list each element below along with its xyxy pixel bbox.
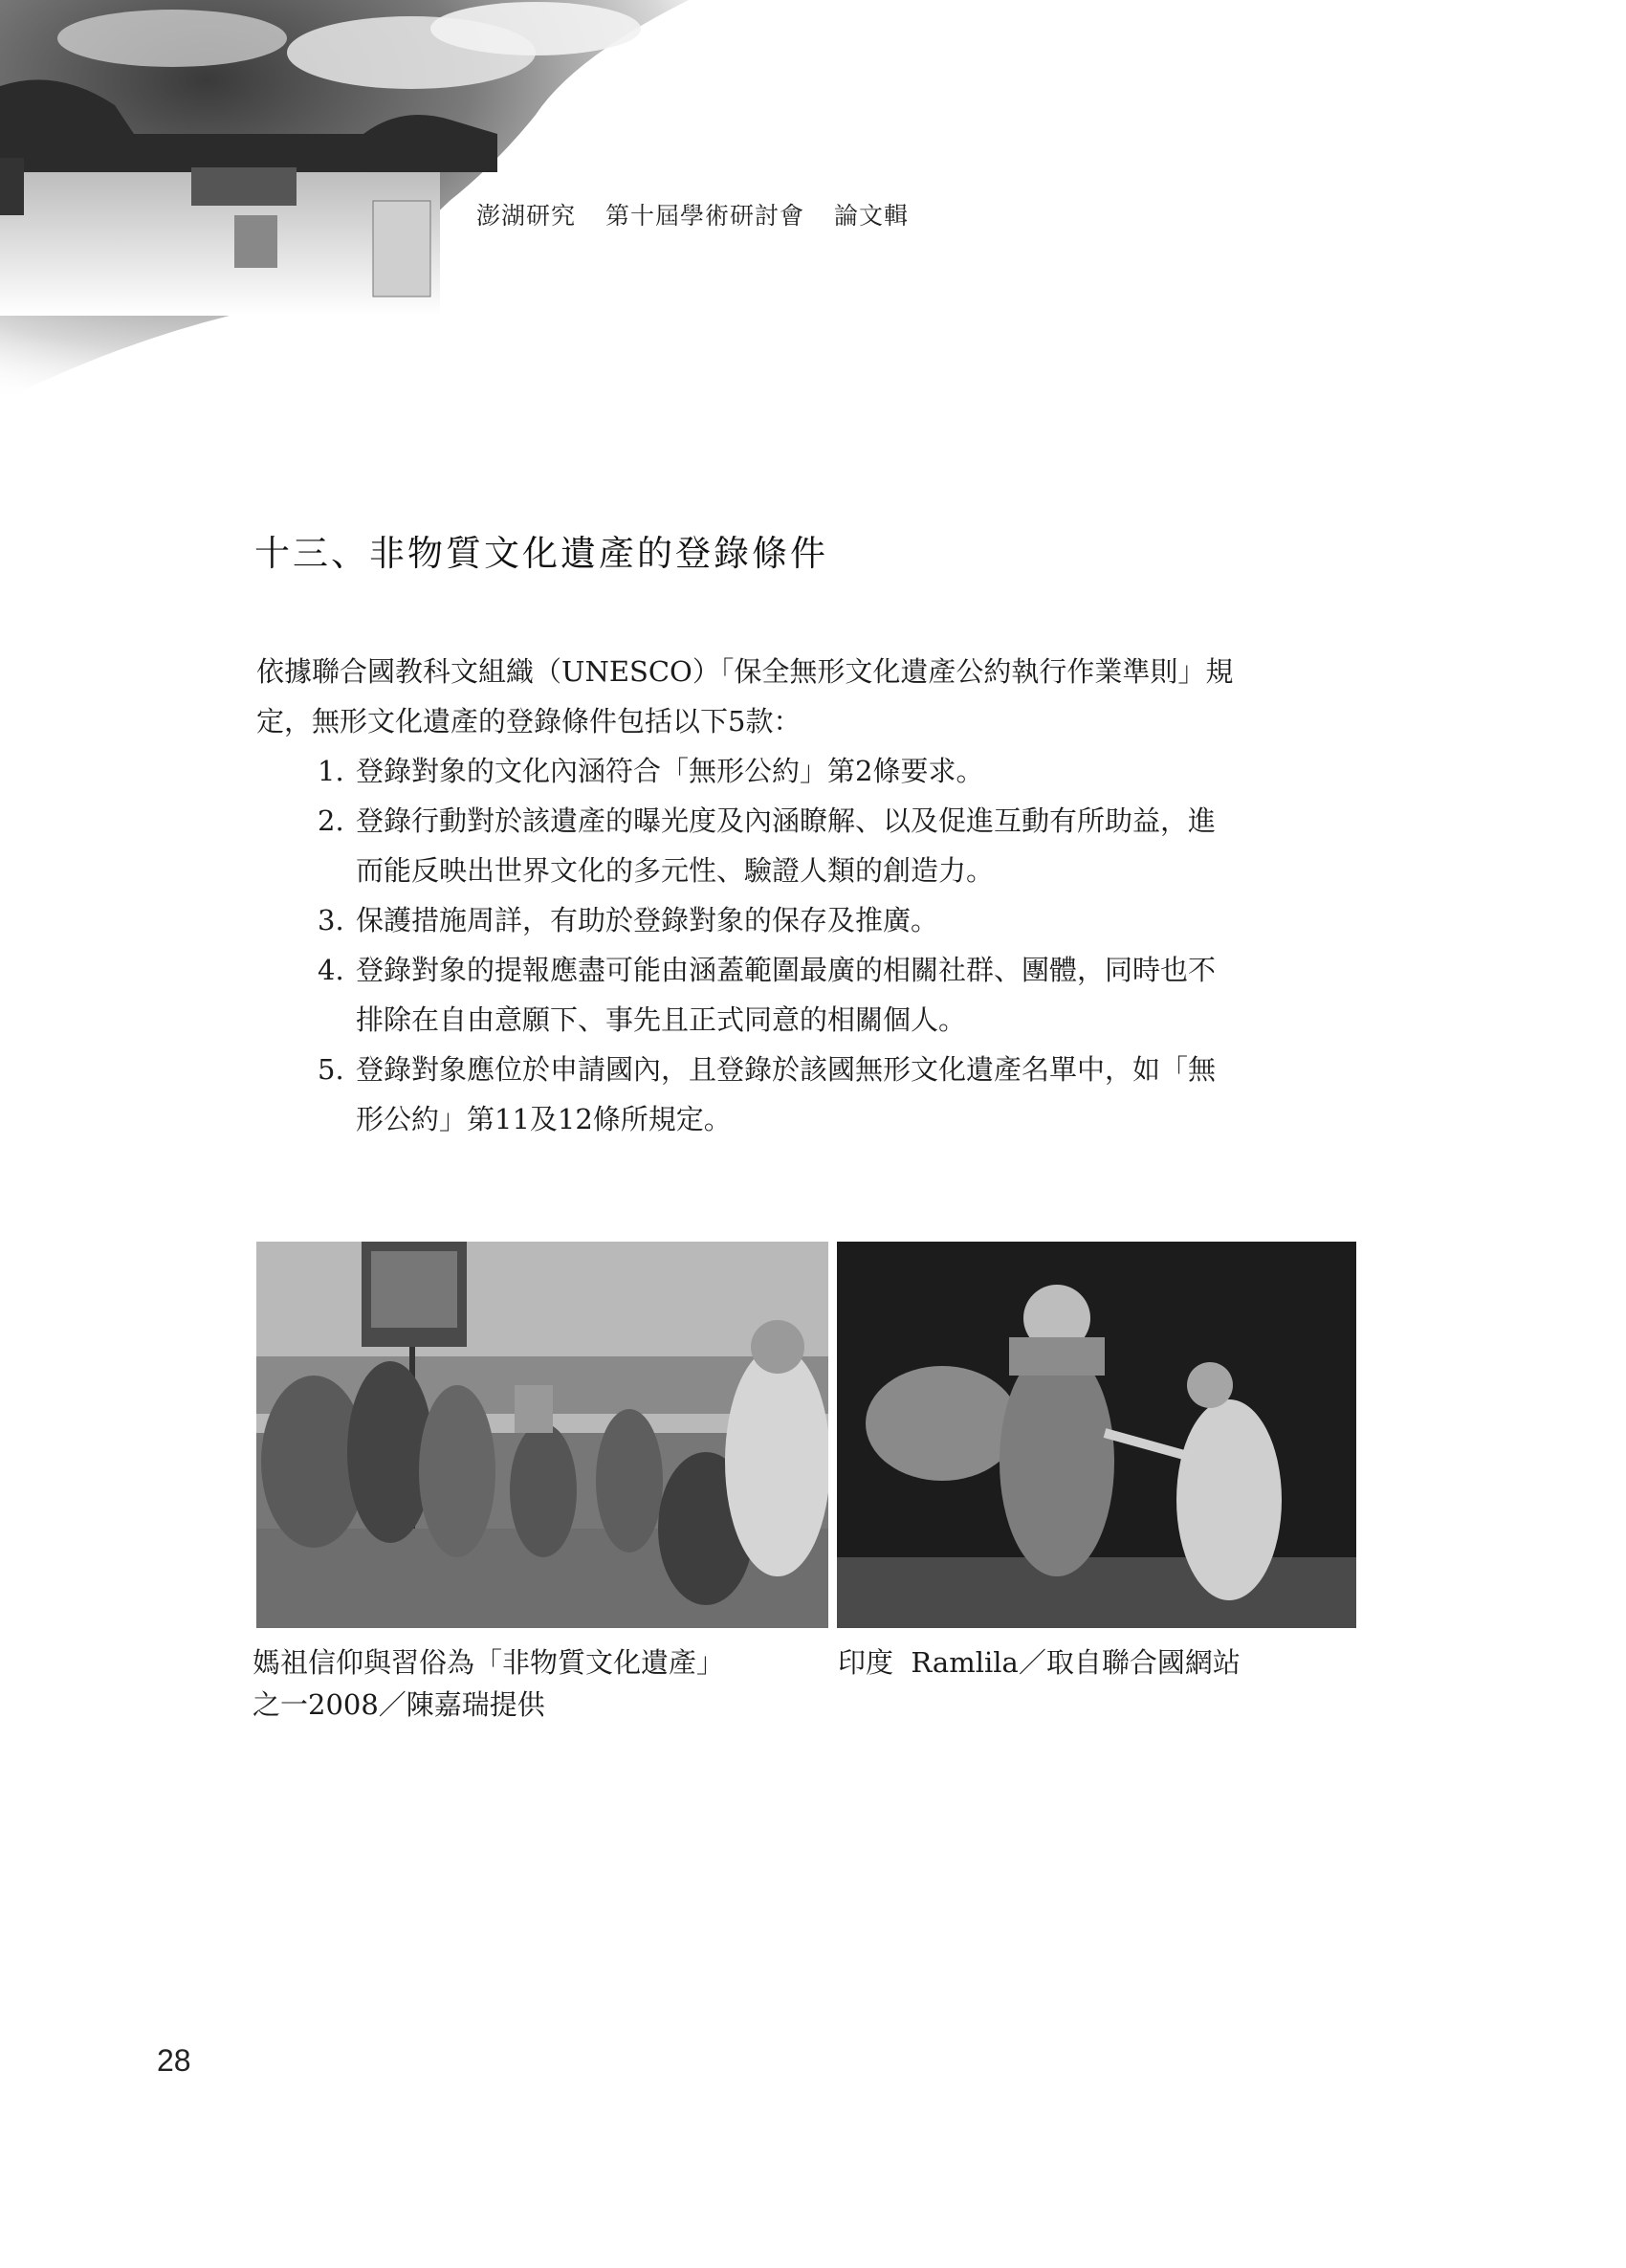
- ramlila-photo: [837, 1242, 1356, 1628]
- list-item-text: 登錄行動對於該遺產的曝光度及內涵瞭解、以及促進互動有所助益，進: [356, 804, 1217, 837]
- photo-illustration: [837, 1242, 1356, 1628]
- list-item: [256, 895, 1356, 945]
- list-number: 3.: [318, 904, 344, 936]
- list-number: 2.: [318, 804, 344, 837]
- list-number: 1.: [318, 755, 344, 787]
- list-item-text: 登錄對象的提報應盡可能由涵蓋範圍最廣的相關社群、團體，同時也不: [356, 954, 1217, 986]
- list-item: [256, 945, 1356, 1045]
- door-shape: [373, 201, 430, 297]
- list-number: 4.: [318, 954, 344, 986]
- right-photo-caption: [838, 1641, 1354, 1684]
- list-item-text: 而能反映出世界文化的多元性、驗證人類的創造力。: [356, 854, 995, 887]
- body-text: [256, 647, 1356, 1144]
- intro-line: 定，無形文化遺產的登錄條件包括以下5款：: [256, 705, 802, 738]
- cloud-shape: [430, 2, 641, 55]
- list-item-text: 登錄對象的文化內涵符合「無形公約」第2條要求。: [356, 755, 984, 787]
- gate-shape: [0, 158, 24, 215]
- left-photo-caption: [253, 1641, 826, 1726]
- list-item-text: 登錄對象應位於申請國內，且登錄於該國無形文化遺產名單中，如「無: [356, 1053, 1217, 1086]
- list-item: [256, 746, 1356, 796]
- section-title: 十三、非物質文化遺產的登錄條件: [254, 533, 828, 574]
- caption-line: 之一2008／陳嘉瑞提供: [253, 1688, 545, 1721]
- list-item-text: 排除在自由意願下、事先且正式同意的相關個人。: [356, 1003, 967, 1036]
- journal-title: 澎湖研究: [476, 202, 577, 230]
- lintel-shape: [191, 167, 297, 206]
- criteria-list: [256, 746, 1356, 1144]
- photo-illustration: [256, 1242, 828, 1628]
- window-shape: [234, 215, 277, 268]
- caption-line: 印度 Ramlila／取自聯合國網站: [838, 1646, 1241, 1679]
- cloud-shape: [57, 10, 287, 67]
- page-number: 28: [157, 2043, 191, 2078]
- intro-line: 依據聯合國教科文組織（UNESCO）「保全無形文化遺產公約執行作業準則」規: [256, 655, 1234, 688]
- volume-title: 論文輯: [833, 202, 909, 230]
- list-item: [256, 1045, 1356, 1144]
- caption-line: 媽祖信仰與習俗為「非物質文化遺產」: [253, 1646, 725, 1679]
- mazu-procession-photo: [256, 1242, 828, 1628]
- list-number: 5.: [318, 1053, 344, 1086]
- list-item: [256, 796, 1356, 895]
- list-item-text: 保護措施周詳，有助於登錄對象的保存及推廣。: [356, 904, 939, 936]
- conference-title: 第十屆學術研討會: [604, 202, 804, 230]
- list-item-text: 形公約」第11及12條所規定。: [356, 1103, 732, 1135]
- running-header: [476, 197, 930, 231]
